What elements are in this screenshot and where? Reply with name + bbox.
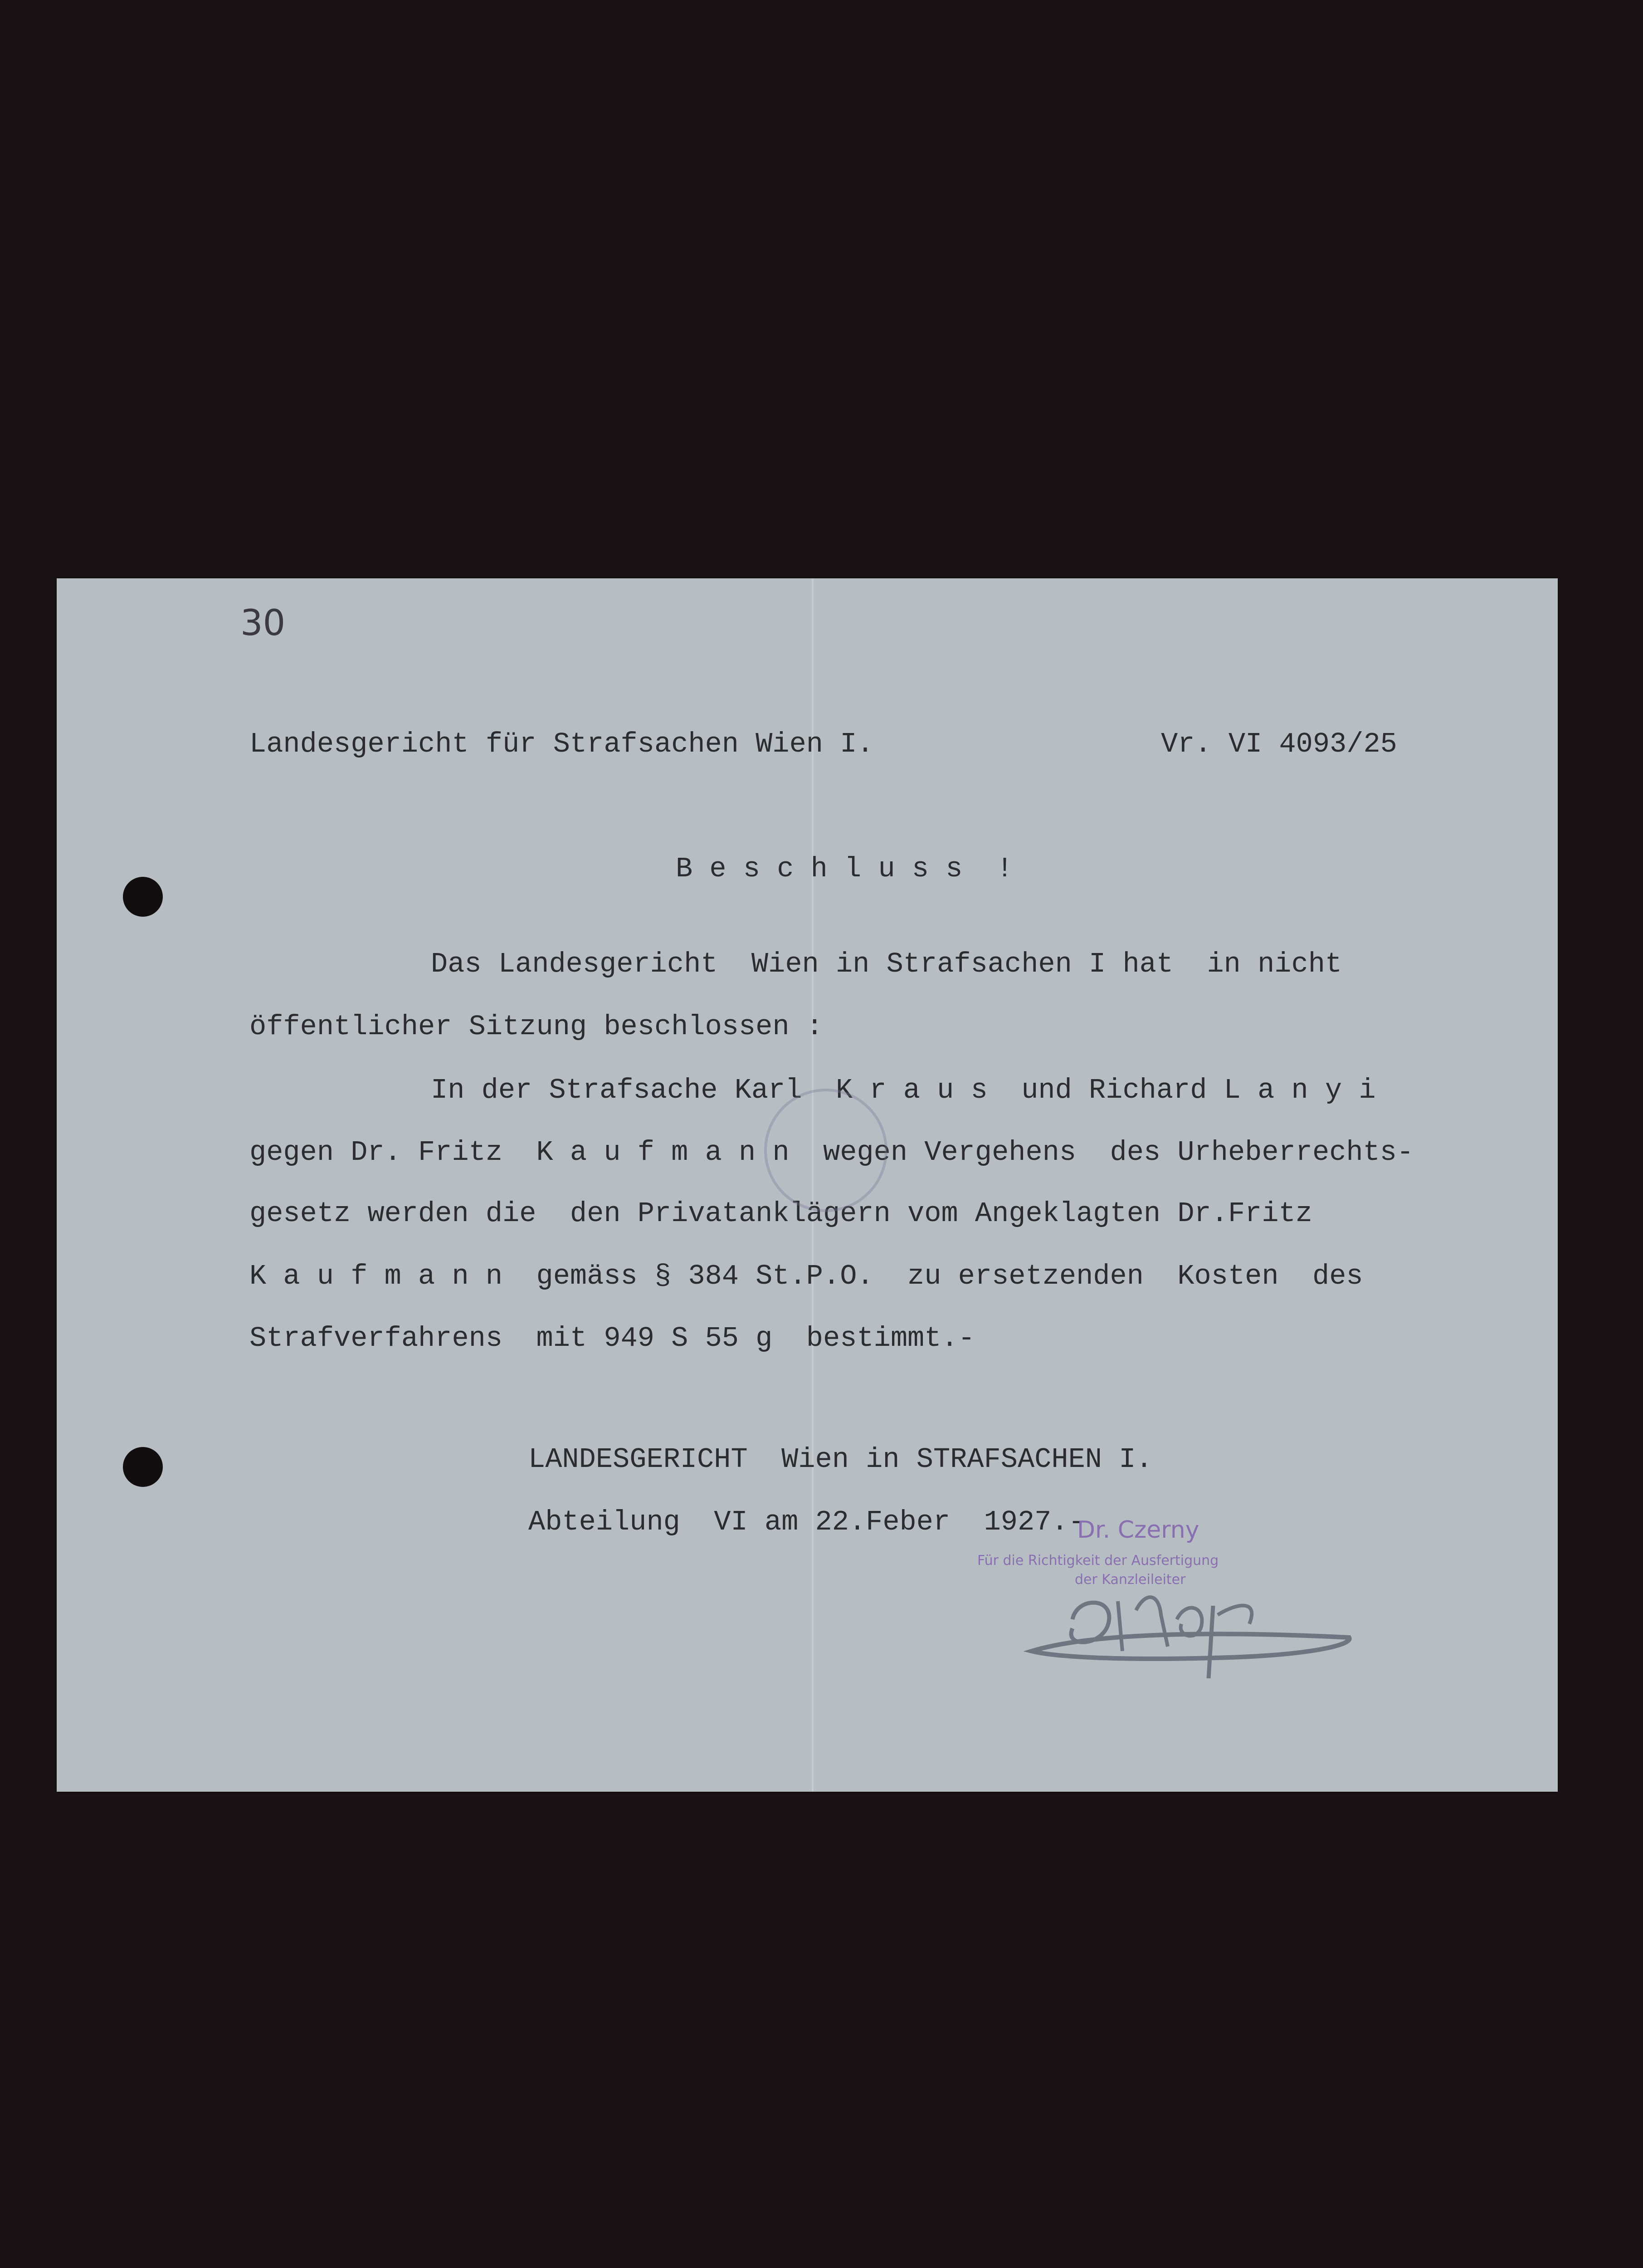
closing-court-line: LANDESGERICHT Wien in STRAFSACHEN I.: [528, 1443, 1153, 1476]
body-line: Strafverfahrens mit 949 S 55 g bestimmt.-: [249, 1322, 975, 1354]
signature-scribble: [1023, 1583, 1367, 1692]
document-sheet: [57, 578, 1558, 1792]
stamp-line-2: der Kanzleileiter: [1075, 1572, 1186, 1588]
body-line: gegen Dr. Fritz K a u f m a n n wegen Vergehens des Urheberrechts-: [249, 1136, 1414, 1168]
document-title: B e s c h l u s s !: [676, 853, 1014, 885]
page-number: 30: [240, 603, 286, 644]
punch-hole-bottom: [123, 1447, 163, 1487]
punch-hole-top: [123, 877, 163, 917]
court-header: Landesgericht für Strafsachen Wien I.: [249, 728, 874, 760]
body-line: Das Landesgericht Wien in Strafsachen I hat in nicht: [431, 948, 1342, 980]
body-line: öffentlicher Sitzung beschlossen :: [249, 1011, 824, 1043]
faint-seal: [764, 1089, 887, 1212]
stamp-name: Dr. Czerny: [1077, 1516, 1199, 1544]
closing-date-line: Abteilung VI am 22.Feber 1927.-: [528, 1506, 1085, 1538]
body-line: gesetz werden die den Privatanklägern vom Angeklagten Dr.Fritz: [249, 1198, 1312, 1230]
stamp-line: Für die Richtigkeit der Ausfertigung: [977, 1553, 1219, 1569]
case-number: Vr. VI 4093/25: [1161, 728, 1397, 760]
body-line: In der Strafsache Karl K r a u s und Richard L a n y i: [431, 1074, 1376, 1106]
body-line: K a u f m a n n gemäss § 384 St.P.O. zu ersetzenden Kosten des: [249, 1260, 1363, 1292]
